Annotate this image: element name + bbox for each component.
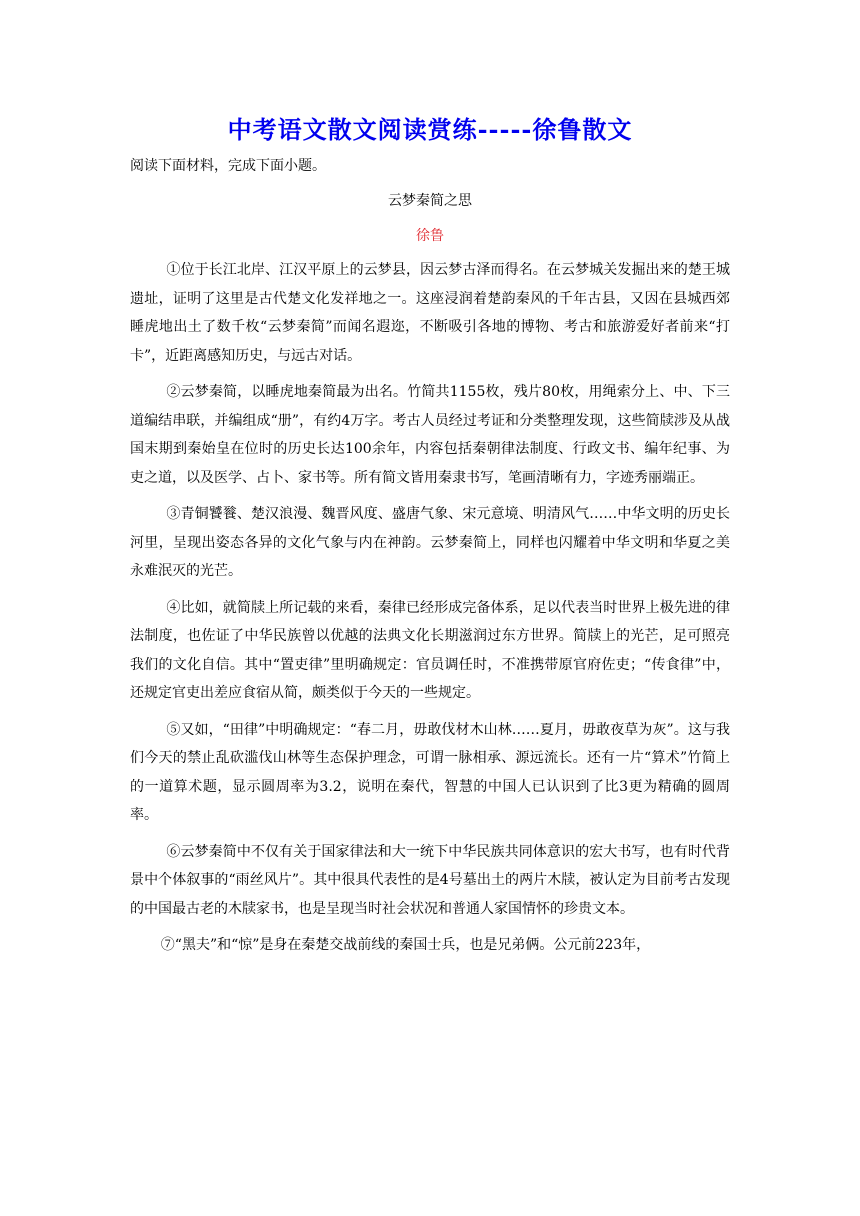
article-title: 云梦秦简之思 <box>388 193 472 209</box>
paragraph-2: ②云梦秦简，以睡虎地秦简最为出名。竹简共1155枚，残片80枚，用绳索分上、中、下三道编结串联，并编组成“册”，有约4万字。考古人员经过考证和分类整理发现，这些简牍涉及从战国末期到秦始皇在位时的历史长达100余年，内容包括秦朝律法制度、行政文书、编年纪事、为吏之道，以及医学、占卜、家书等。所有简文皆用秦隶书写，笔画清晰有力，字迹秀丽端正。 <box>130 384 730 486</box>
paragraph-3: ③青铜饕餮、楚汉浪漫、魏晋风度、盛唐气象、宋元意境、明清风气……中华文明的历史长河里，呈现出姿态各异的文化气象与内在神韵。云梦秦简上，同样也闪耀着中华文明和华夏之美永难泯灭的光芒。 <box>130 506 730 579</box>
paragraph-6: ⑥云梦秦简中不仅有关于国家律法和大一统下中华民族共同体意识的宏大书写，也有时代背景中个体叙事的“雨丝风片”。其中很具代表性的是4号墓出土的两片木牍，被认定为目前考古发现的中国最古老的木牍家书，也是呈现当时社会状况和普通人家国情怀的珍贵文本。 <box>130 843 730 917</box>
paragraph-4: ④比如，就简牍上所记载的来看，秦律已经形成完备体系，足以代表当时世界上极先进的律法制度，也佐证了中华民族曾以优越的法典文化长期滋润过东方世界。简牍上的光芒，足可照亮我们的文化自信。其中“置吏律”里明确规定：官员调任时，不准携带原官府佐吏；“传食律”中，还规定官吏出差应食宿从简，颇类似于今天的一些规定。 <box>130 599 730 701</box>
paragraph-5: ⑤又如，“田律”中明确规定：“春二月，毋敢伐材木山林……夏月，毋敢夜草为灰”。这与我们今天的禁止乱砍滥伐山林等生态保护理念，可谓一脉相承、源远流长。还有一片“算术”竹简上的一道算术题，显示圆周率为3.2，说明在秦代，智慧的中国人已认识到了比3更为精确的圆周率。 <box>130 721 730 823</box>
paragraph-7: ⑦“黑夫”和“惊”是身在秦楚交战前线的秦国士兵，也是兄弟俩。公元前223年， <box>160 937 651 953</box>
article-body <box>130 256 730 968</box>
paragraph-1: ①位于长江北岸、江汉平原上的云梦县，因云梦古泽而得名。在云梦城关发掘出来的楚王城遗址，证明了这里是古代楚文化发祥地之一。这座浸润着楚韵秦风的千年古县，又因在县城西郊睡虎地出土了数千枚“云梦秦简”而闻名遐迩，不断吸引各地的博物、考古和旅游爱好者前来“打卡”，近距离感知历史，与远古对话。 <box>130 262 730 364</box>
reading-instruction: 阅读下面材料，完成下面小题。 <box>130 158 326 174</box>
article-author: 徐鲁 <box>416 228 444 244</box>
document-title: 中考语文散文阅读赏练-----徐鲁散文 <box>227 115 633 144</box>
